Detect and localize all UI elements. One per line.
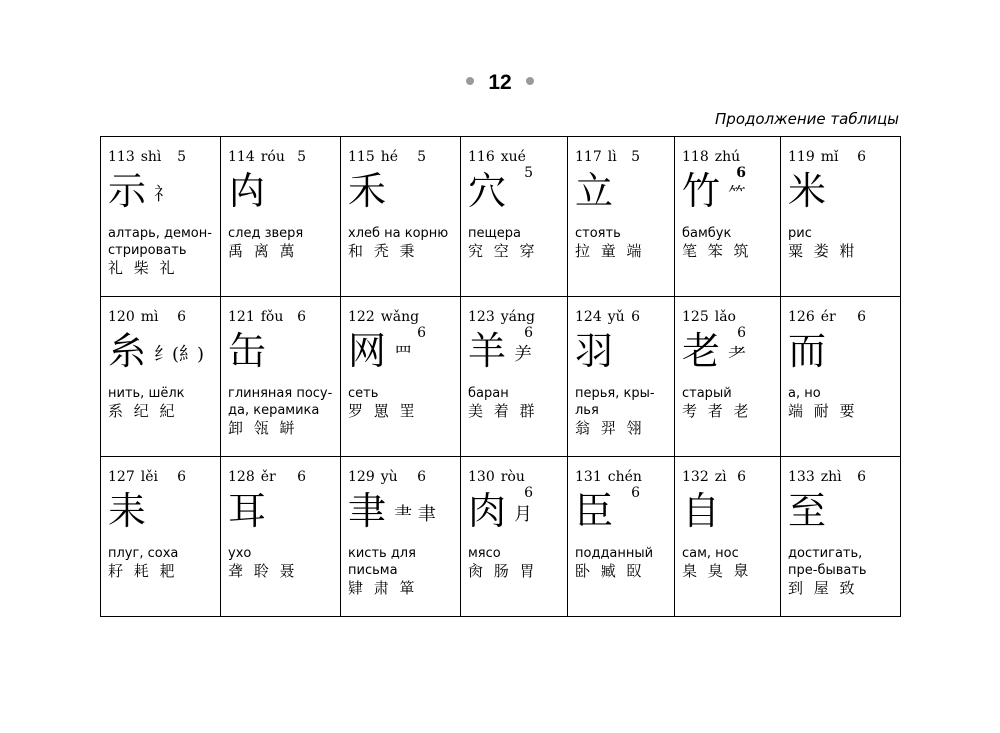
- radical-examples: 美 着 群: [468, 402, 538, 420]
- radical-meaning: пещера: [468, 226, 521, 241]
- radical-number: 122: [348, 309, 375, 325]
- radical-meaning: сеть: [348, 386, 379, 401]
- radical-glyphs: [108, 329, 214, 377]
- radical-examples: 翁 羿 翎: [575, 419, 645, 437]
- radical-glyphs: [108, 489, 214, 537]
- bullet-icon: [526, 77, 534, 85]
- radical-stroke-count: 6: [524, 325, 533, 341]
- radical-variant: 罒: [394, 344, 413, 365]
- radical-character: 穴: [468, 169, 507, 213]
- radical-examples: 肏 肠 胃: [468, 562, 538, 580]
- radical-cell: [568, 137, 675, 297]
- table-row: [101, 297, 901, 457]
- radical-number: 120: [108, 309, 135, 325]
- radical-meaning: рис: [788, 226, 812, 241]
- radical-examples: 拉 童 端: [575, 242, 645, 260]
- radical-variant: ⺻ 聿: [394, 504, 436, 525]
- radical-header: [682, 149, 774, 181]
- radical-stroke-count: 6: [857, 469, 866, 485]
- table-row: [101, 457, 901, 617]
- radical-stroke-count: 6: [736, 165, 746, 181]
- radical-stroke-count: 6: [297, 469, 306, 485]
- radical-meaning: ухо: [228, 546, 252, 561]
- radical-number: 121: [228, 309, 255, 325]
- radical-stroke-count: 5: [297, 149, 306, 165]
- radical-meaning: бамбук: [682, 226, 732, 241]
- radical-glyphs: [682, 169, 774, 217]
- radical-pinyin: lǎo: [714, 309, 736, 325]
- radical-pinyin: mǐ: [820, 149, 839, 165]
- radical-character: 竹: [682, 169, 721, 213]
- radical-cell: [101, 457, 221, 617]
- radical-header: [108, 149, 214, 165]
- radical-meaning: подданный: [575, 546, 654, 561]
- radical-character: 臣: [575, 489, 614, 533]
- radical-pinyin: fǒu: [260, 309, 284, 325]
- radical-header: [788, 469, 894, 485]
- radical-examples: 粟 娄 粓: [788, 242, 858, 260]
- radical-number: 130: [468, 469, 495, 485]
- radical-header: [468, 309, 561, 341]
- radical-glyphs: [575, 169, 668, 217]
- radical-pinyin: xué: [500, 149, 526, 165]
- radical-cell: [461, 137, 568, 297]
- radical-character: 肉: [468, 489, 507, 533]
- radical-cell: [675, 457, 781, 617]
- radical-number: 114: [228, 149, 255, 165]
- radical-glyphs: [575, 489, 668, 537]
- radical-examples: 卧 臧 臤: [575, 562, 645, 580]
- radical-number: 116: [468, 149, 495, 165]
- radical-glyphs: [348, 329, 454, 377]
- radical-examples: 到 屋 致: [788, 579, 858, 597]
- radical-stroke-count: 6: [177, 309, 186, 325]
- radical-meaning: старый: [682, 386, 732, 401]
- radical-cell: [221, 137, 341, 297]
- radical-meaning: мясо: [468, 546, 501, 561]
- radical-glyphs: [682, 489, 774, 537]
- radical-pinyin: yǔ: [607, 309, 625, 325]
- radical-pinyin: yù: [380, 469, 398, 485]
- radical-glyphs: [682, 329, 774, 377]
- radical-number: 126: [788, 309, 815, 325]
- radical-number: 115: [348, 149, 375, 165]
- radical-examples: 聋 聆 聂: [228, 562, 298, 580]
- radical-examples: 系 纪 紀: [108, 402, 178, 420]
- radical-header: [348, 149, 454, 165]
- radical-number: 131: [575, 469, 602, 485]
- radical-number: 113: [108, 149, 135, 165]
- radical-stroke-count: 5: [177, 149, 186, 165]
- radical-glyphs: [348, 489, 454, 537]
- radical-character: 耒: [108, 489, 147, 533]
- radical-pinyin: lěi: [140, 469, 158, 485]
- radical-number: 119: [788, 149, 815, 165]
- radical-cell: [341, 137, 461, 297]
- radical-variant: 月: [514, 504, 533, 525]
- radical-glyphs: [468, 329, 561, 377]
- radical-stroke-count: 5: [524, 165, 533, 181]
- radical-examples: 究 空 穿: [468, 242, 538, 260]
- radical-cell: [461, 297, 568, 457]
- radical-header: [788, 309, 894, 325]
- radical-meaning: нить, шёлк: [108, 386, 185, 401]
- radical-examples: 端 耐 要: [788, 402, 858, 420]
- radical-examples: 罗 罳 罜: [348, 402, 418, 420]
- radical-header: [468, 469, 561, 501]
- radical-meaning: достигать, пре-бывать: [788, 546, 867, 578]
- radical-number: 117: [575, 149, 602, 165]
- radical-header: [108, 309, 214, 325]
- radical-examples: 卸 瓴 缾: [228, 419, 298, 437]
- radical-number: 123: [468, 309, 495, 325]
- radical-header: [348, 469, 454, 485]
- radical-cell: [781, 297, 901, 457]
- radical-header: [228, 309, 334, 325]
- radical-stroke-count: 6: [417, 325, 426, 341]
- radical-character: 糸: [108, 329, 147, 373]
- radical-variant: 纟(糹): [154, 344, 205, 365]
- radical-header: [348, 309, 454, 341]
- radical-glyphs: [575, 329, 668, 377]
- radical-header: [228, 469, 334, 485]
- radical-number: 127: [108, 469, 135, 485]
- radical-number: 133: [788, 469, 815, 485]
- radical-cell: [461, 457, 568, 617]
- radical-pinyin: hé: [380, 149, 399, 165]
- radical-stroke-count: 5: [631, 149, 640, 165]
- radical-stroke-count: 6: [297, 309, 306, 325]
- radical-pinyin: róu: [260, 149, 285, 165]
- radical-variant: 礻: [154, 184, 173, 205]
- radical-stroke-count: 6: [737, 325, 746, 341]
- radical-character: 缶: [228, 329, 267, 373]
- radical-stroke-count: 6: [737, 469, 746, 485]
- radical-examples: 臬 臭 臮: [682, 562, 752, 580]
- radical-cell: [221, 457, 341, 617]
- radical-header: [575, 149, 668, 165]
- radical-meaning: а, но: [788, 386, 821, 401]
- table-row: [101, 137, 901, 297]
- radical-character: 立: [575, 169, 614, 213]
- radical-meaning: след зверя: [228, 226, 304, 241]
- radical-glyphs: [788, 329, 894, 377]
- radical-cell: [568, 297, 675, 457]
- radical-examples: 礼 柴 礼: [108, 259, 178, 277]
- radical-header: [108, 469, 214, 485]
- radical-cell: [101, 137, 221, 297]
- radical-character: 羊: [468, 329, 507, 373]
- radical-header: [228, 149, 334, 165]
- radical-meaning: алтарь, демон-стрировать: [108, 226, 212, 258]
- radical-header: [575, 469, 668, 501]
- radical-variant: ⺮: [728, 184, 747, 205]
- page-number-text: 12: [488, 71, 512, 94]
- radical-pinyin: wǎng: [380, 309, 420, 325]
- radical-examples: 肄 肃 箪: [348, 579, 418, 597]
- radical-examples: 耔 耗 耙: [108, 562, 178, 580]
- radical-meaning: сам, нос: [682, 546, 739, 561]
- radical-character: 网: [348, 329, 387, 373]
- radical-variant: 耂: [728, 344, 747, 365]
- radical-stroke-count: 6: [631, 485, 640, 501]
- radical-glyphs: [228, 169, 334, 217]
- radical-character: 禾: [348, 169, 387, 213]
- radical-glyphs: [108, 169, 214, 217]
- radical-character: 耳: [228, 489, 267, 533]
- radical-character: 聿: [348, 489, 387, 533]
- radical-stroke-count: 6: [857, 309, 866, 325]
- radical-glyphs: [468, 489, 561, 537]
- radical-character: 羽: [575, 329, 614, 373]
- radical-pinyin: zhì: [820, 469, 842, 485]
- radical-character: 老: [682, 329, 721, 373]
- radical-stroke-count: 6: [631, 309, 640, 325]
- radical-cell: [341, 297, 461, 457]
- radical-number: 125: [682, 309, 709, 325]
- radical-pinyin: ěr: [260, 469, 276, 485]
- radical-cell: [675, 137, 781, 297]
- radical-cell: [221, 297, 341, 457]
- radical-glyphs: [348, 169, 454, 217]
- radical-variant: ⺶: [514, 344, 533, 365]
- radical-pinyin: chén: [607, 469, 642, 485]
- radical-pinyin: zì: [714, 469, 727, 485]
- radical-glyphs: [468, 169, 561, 217]
- radical-character: 而: [788, 329, 827, 373]
- radical-glyphs: [788, 489, 894, 537]
- radical-pinyin: yáng: [500, 309, 535, 325]
- page-number: [0, 70, 1000, 96]
- radical-character: 示: [108, 169, 147, 213]
- radical-stroke-count: 6: [177, 469, 186, 485]
- radical-header: [575, 309, 668, 325]
- radical-header: [788, 149, 894, 165]
- radicals-table: [100, 136, 901, 617]
- radical-character: 自: [682, 489, 721, 533]
- radical-pinyin: zhú: [714, 149, 741, 165]
- radical-pinyin: lì: [607, 149, 617, 165]
- radical-number: 124: [575, 309, 602, 325]
- radical-cell: [568, 457, 675, 617]
- radical-pinyin: shì: [140, 149, 162, 165]
- radical-cell: [781, 457, 901, 617]
- radical-cell: [675, 297, 781, 457]
- bullet-icon: [466, 77, 474, 85]
- radical-meaning: перья, кры-лья: [575, 386, 655, 418]
- radical-meaning: хлеб на корню: [348, 226, 449, 241]
- radical-meaning: баран: [468, 386, 509, 401]
- radical-examples: 禹 离 萬: [228, 242, 298, 260]
- radical-glyphs: [228, 329, 334, 377]
- radical-meaning: стоять: [575, 226, 621, 241]
- continuation-caption: Продолжение таблицы: [715, 110, 899, 128]
- radical-header: [682, 469, 774, 485]
- radical-glyphs: [788, 169, 894, 217]
- radical-meaning: плуг, соха: [108, 546, 179, 561]
- radical-number: 132: [682, 469, 709, 485]
- radical-character: 米: [788, 169, 827, 213]
- radical-meaning: глиняная посу-да, керамика: [228, 386, 333, 418]
- radical-examples: 考 者 老: [682, 402, 752, 420]
- radical-header: [682, 309, 774, 341]
- radical-cell: [341, 457, 461, 617]
- radical-stroke-count: 6: [524, 485, 533, 501]
- radical-examples: 笔 笨 筑: [682, 242, 752, 260]
- radical-cell: [781, 137, 901, 297]
- radical-examples: 和 秃 秉: [348, 242, 418, 260]
- radical-character: 至: [788, 489, 827, 533]
- radical-pinyin: mì: [140, 309, 159, 325]
- radical-stroke-count: 6: [857, 149, 866, 165]
- radical-header: [468, 149, 561, 181]
- radical-stroke-count: 5: [417, 149, 426, 165]
- radical-character: 禸: [228, 169, 267, 213]
- radical-stroke-count: 6: [417, 469, 426, 485]
- radical-glyphs: [228, 489, 334, 537]
- radical-number: 129: [348, 469, 375, 485]
- radical-number: 128: [228, 469, 255, 485]
- radical-pinyin: ròu: [500, 469, 525, 485]
- radical-cell: [101, 297, 221, 457]
- radical-number: 118: [682, 149, 709, 165]
- radical-meaning: кисть для письма: [348, 546, 416, 578]
- radical-pinyin: ér: [820, 309, 836, 325]
